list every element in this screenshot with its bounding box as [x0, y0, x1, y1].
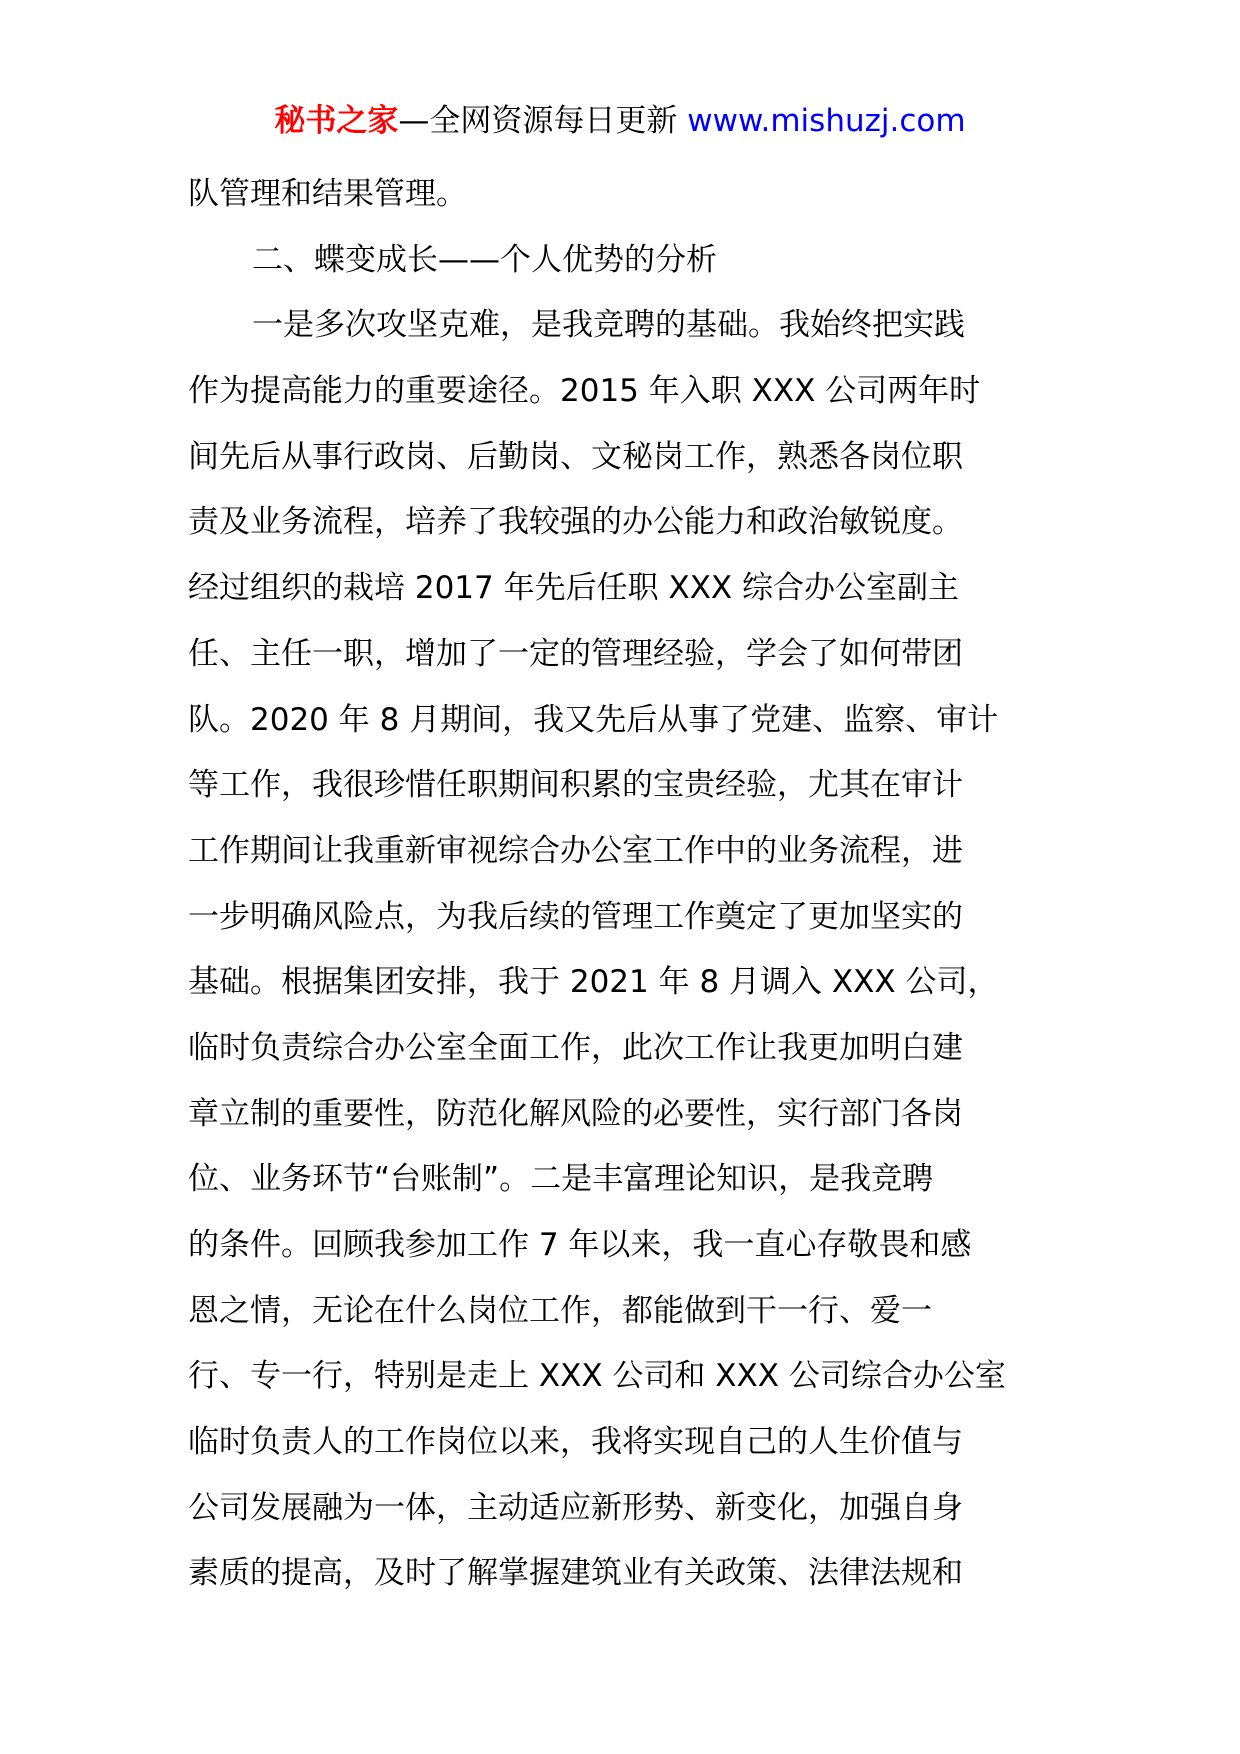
brand-name: 秘书之家 [274, 103, 399, 139]
text-line: 位、业务环节“台账制”。二是丰富理论知识，是我竞聘 [188, 1161, 934, 1198]
text-line: 经过组织的栽培 2017 年先后任职 XXX 综合办公室副主 [188, 570, 960, 607]
site-url[interactable]: www.mishuzj.com [687, 103, 966, 139]
text-line: 作为提高能力的重要途径。2015 年入职 XXX 公司两年时 [188, 373, 981, 410]
text-line: 队。2020 年 8 月期间，我又先后从事了党建、监察、审计 [188, 701, 999, 738]
text-line: 的条件。回顾我参加工作 7 年以来，我一直心存敬畏和感 [188, 1227, 972, 1263]
text-line: 队管理和结果管理。 [188, 176, 467, 212]
paragraph-first-line: 一是多次攻坚克难，是我竞聘的基础。我始终把实践 [252, 307, 965, 344]
text-line: 恩之情，无论在什么岗位工作，都能做到干一行、爱一 [188, 1292, 932, 1329]
text-line: 一步明确风险点，为我后续的管理工作奠定了更加坚实的 [188, 898, 963, 935]
text-line: 公司发展融为一体，主动适应新形势、新变化，加强自身 [188, 1489, 963, 1526]
watermark-header [0, 98, 1240, 144]
text-line: 等工作，我很珍惜任职期间积累的宝贵经验，尤其在审计 [188, 767, 963, 804]
text-line: 行、专一行，特别是走上 XXX 公司和 XXX 公司综合办公室 [188, 1358, 1006, 1395]
text-line: 任、主任一职，增加了一定的管理经验，学会了如何带团 [188, 635, 963, 672]
text-line: 工作期间让我重新审视综合办公室工作中的业务流程，进 [188, 832, 963, 869]
header-tagline: —全网资源每日更新 [398, 103, 688, 139]
text-line: 素质的提高，及时了解掌握建筑业有关政策、法律法规和 [188, 1555, 963, 1592]
text-line: 章立制的重要性，防范化解风险的必要性，实行部门各岗 [188, 1095, 963, 1132]
section-heading: 二、蝶变成长——个人优势的分析 [252, 241, 717, 278]
text-line: 基础。根据集团安排，我于 2021 年 8 月调入 XXX 公司， [188, 964, 999, 1001]
text-line: 间先后从事行政岗、后勤岗、文秘岗工作，熟悉各岗位职 [188, 438, 963, 475]
text-line: 临时负责综合办公室全面工作，此次工作让我更加明白建 [188, 1029, 963, 1066]
text-line: 责及业务流程，培养了我较强的办公能力和政治敏锐度。 [188, 504, 963, 541]
document-body [188, 162, 1060, 1607]
text-line: 临时负责人的工作岗位以来，我将实现自己的人生价值与 [188, 1424, 963, 1461]
